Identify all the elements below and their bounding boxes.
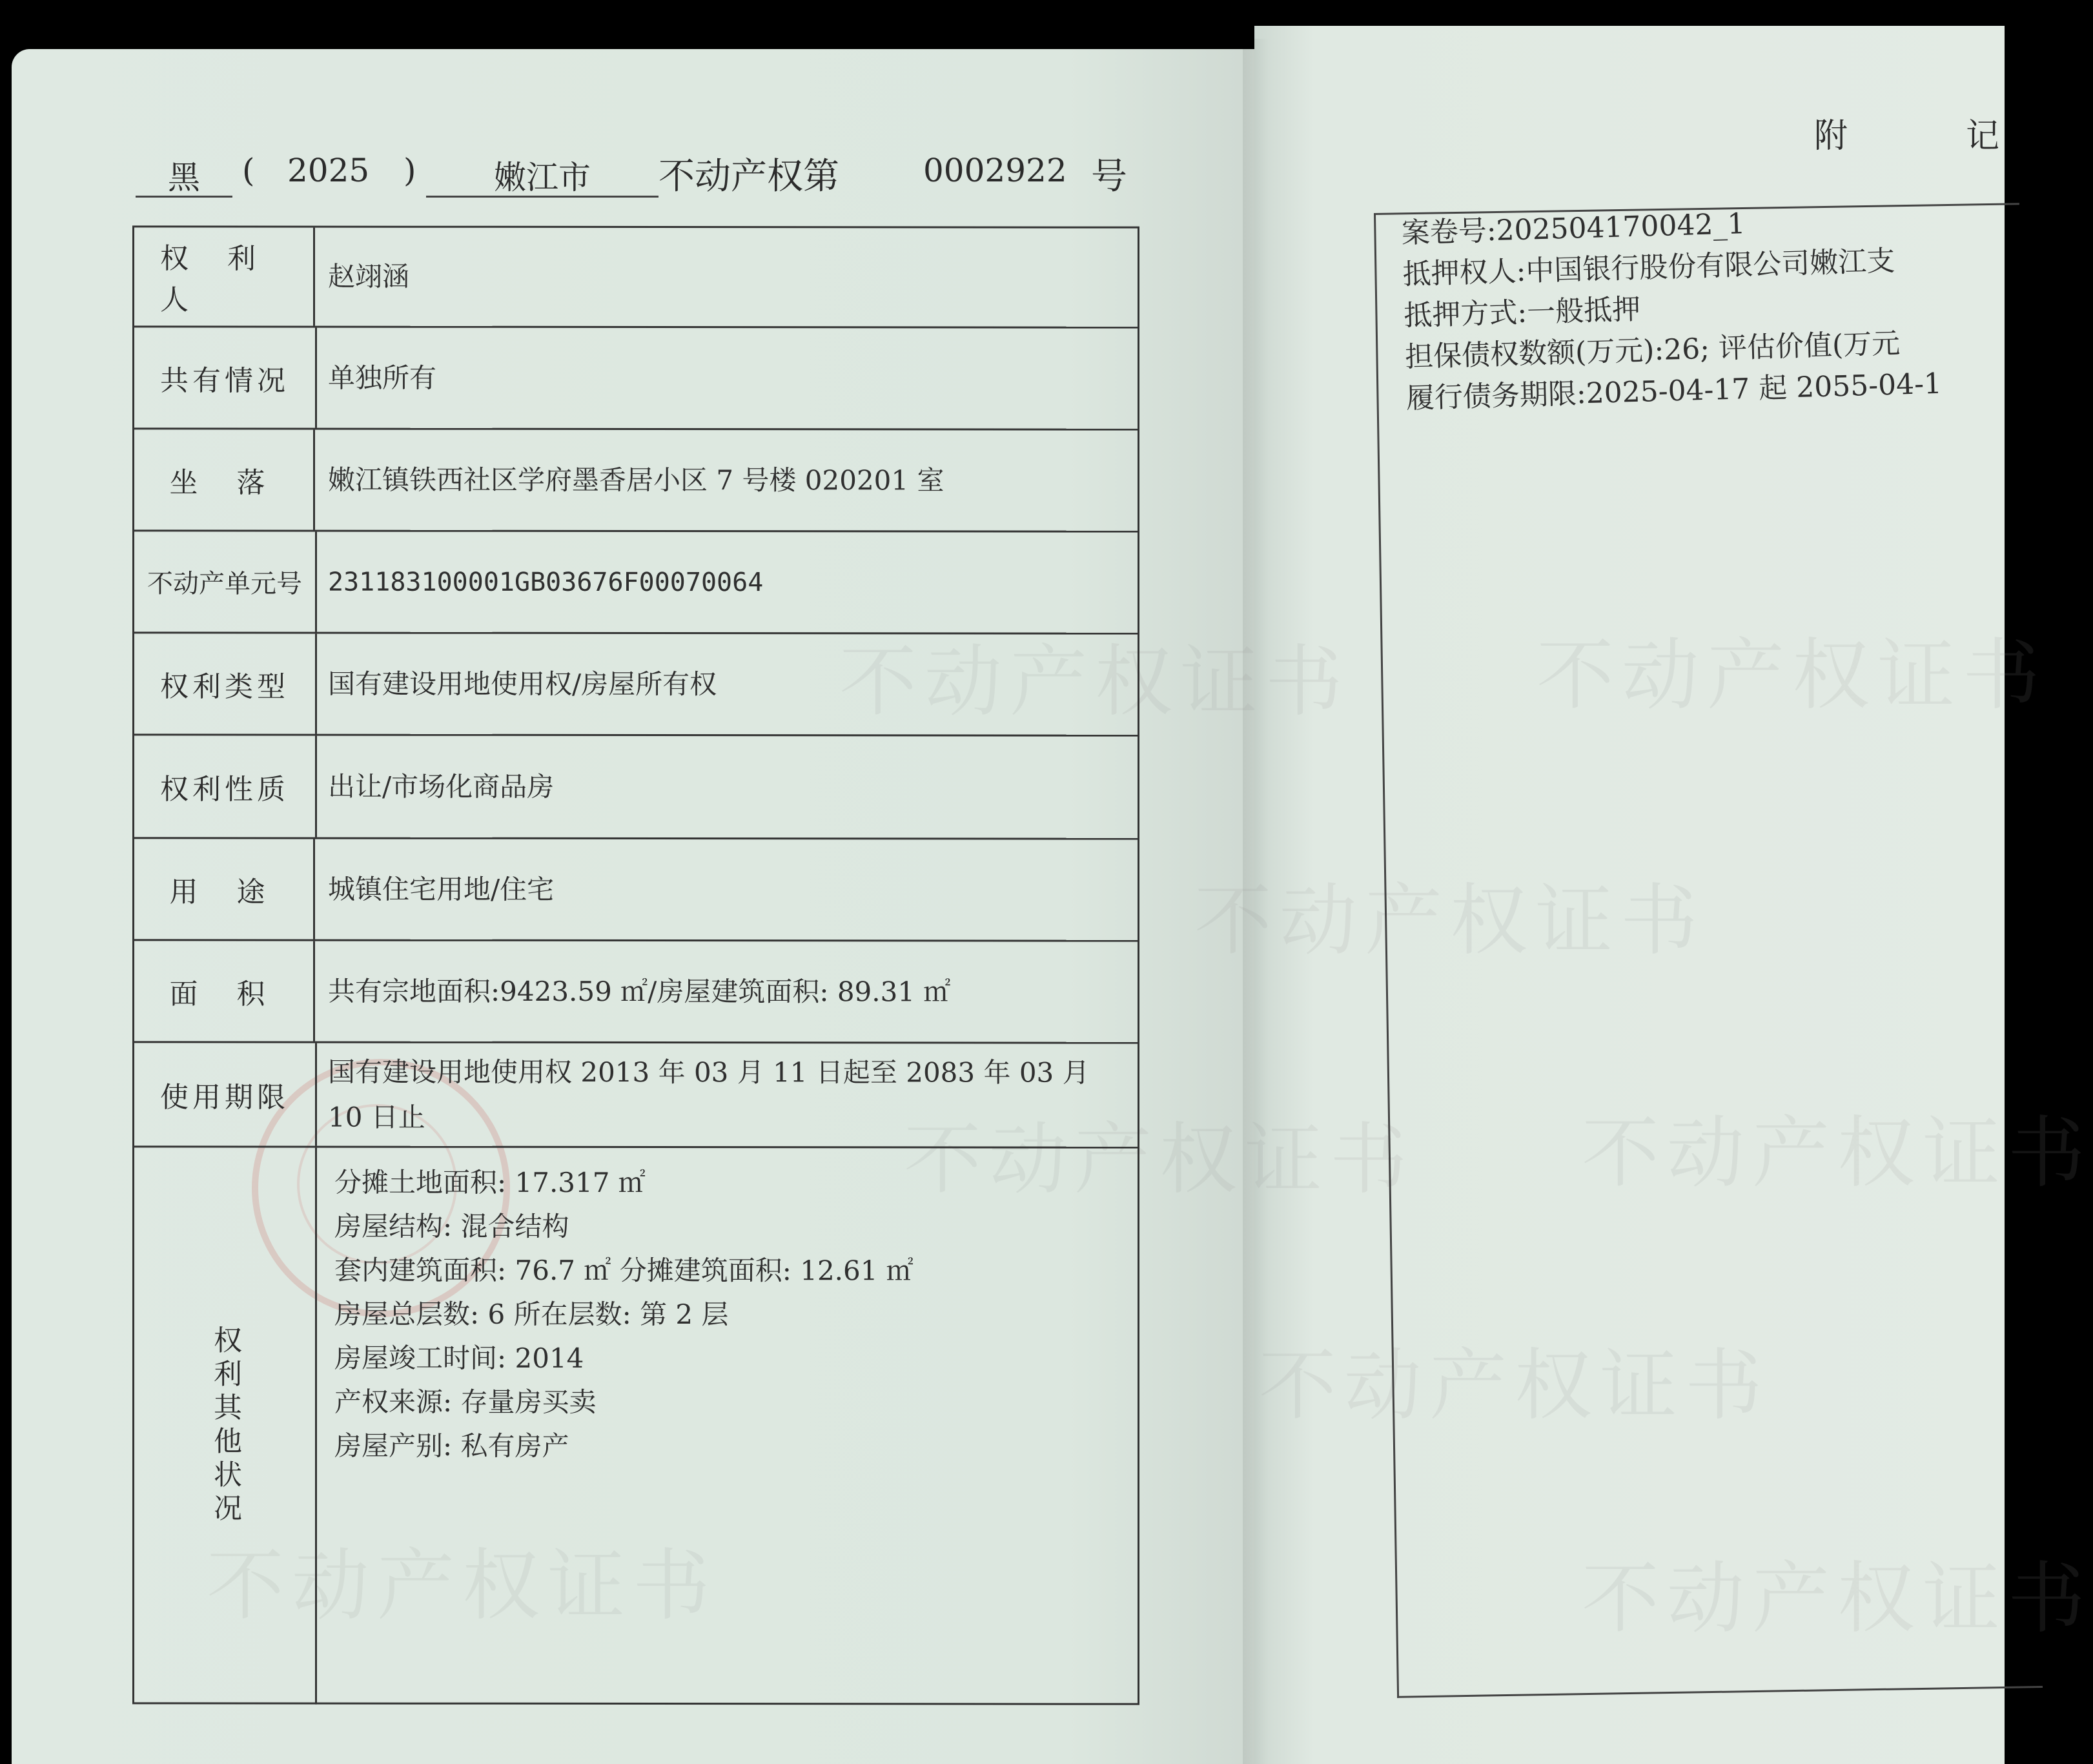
value-location: 嫩江镇铁西社区学府墨香居小区 7 号楼 020201 室 bbox=[328, 464, 944, 496]
row-usage bbox=[134, 839, 1138, 941]
label-right-nature: 权利性质 bbox=[134, 735, 317, 837]
attachment-line: 抵押权人:中国银行股份有限公司嫩江支 bbox=[1402, 244, 1895, 291]
row-right-nature bbox=[134, 735, 1138, 839]
value-right-nature: 出让/市场化商品房 bbox=[328, 770, 555, 803]
label-right-type: 权利类型 bbox=[134, 633, 317, 733]
certificate-table bbox=[132, 225, 1139, 1705]
value-unit-number: 231183100001GB03676F00070064 bbox=[328, 567, 764, 597]
label-co-ownership: 共有情况 bbox=[134, 327, 317, 427]
header-close-paren: ) bbox=[403, 152, 416, 189]
row-unit-number bbox=[134, 531, 1138, 634]
other-status-item: 套内建筑面积: 76.7 ㎡ 分摊建筑面积: 12.61 ㎡ bbox=[334, 1254, 914, 1287]
attachment-line: 担保债权数额(万元):26; 评估价值(万元 bbox=[1404, 327, 1901, 374]
book-fold bbox=[1243, 39, 1269, 1764]
row-term bbox=[134, 1043, 1138, 1148]
label-usage: 用途 bbox=[134, 839, 315, 939]
label-other: 权利其他状况 bbox=[209, 1325, 241, 1527]
other-status-item: 房屋总层数: 6 所在层数: 第 2 层 bbox=[334, 1298, 729, 1331]
other-status-item: 房屋产别: 私有房产 bbox=[334, 1430, 569, 1462]
row-holder bbox=[134, 227, 1138, 328]
label-holder: 权利人 bbox=[134, 227, 315, 325]
other-status-list bbox=[334, 1161, 1125, 1469]
value-usage: 城镇住宅用地/住宅 bbox=[328, 873, 555, 905]
row-area bbox=[134, 941, 1138, 1043]
label-area: 面积 bbox=[134, 941, 315, 1041]
other-status-item: 分摊土地面积: 17.317 ㎡ bbox=[334, 1166, 646, 1199]
other-status-item: 房屋竣工时间: 2014 bbox=[334, 1342, 584, 1374]
row-other bbox=[134, 1147, 1138, 1705]
header-year: 2025 bbox=[287, 152, 370, 189]
value-holder: 赵翊涵 bbox=[328, 260, 410, 292]
attachment-title-char-2: 记 bbox=[1966, 117, 2000, 156]
label-unit-number: 不动产单元号 bbox=[134, 531, 317, 631]
other-status-item: 房屋结构: 混合结构 bbox=[334, 1210, 569, 1242]
row-location bbox=[134, 429, 1138, 532]
header-cert-suffix: 号 bbox=[1091, 156, 1127, 198]
attachment-line: 履行债务期限:2025-04-17 起 2055-04-1 bbox=[1405, 367, 1943, 415]
attachment-line: 案卷号:202504170042_1 bbox=[1401, 207, 1746, 250]
certificate-header bbox=[136, 152, 1143, 203]
label-location: 坐落 bbox=[134, 429, 315, 529]
attachment-line: 抵押方式:一般抵押 bbox=[1403, 292, 1641, 333]
row-co-ownership bbox=[134, 327, 1138, 430]
attachment-box bbox=[1374, 203, 2043, 1697]
row-right-type bbox=[134, 633, 1138, 736]
attachment-title-char-1: 附 bbox=[1814, 117, 1848, 156]
value-area: 共有宗地面积:9423.59 ㎡/房屋建筑面积: 89.31 ㎡ bbox=[328, 975, 951, 1007]
attachment-notes bbox=[1401, 196, 2027, 420]
label-term: 使用期限 bbox=[134, 1043, 317, 1145]
other-status-item: 产权来源: 存量房买卖 bbox=[334, 1386, 597, 1418]
header-province: 黑 bbox=[136, 152, 232, 198]
header-city: 嫩江市 bbox=[426, 152, 659, 198]
value-co-ownership: 单独所有 bbox=[328, 362, 437, 394]
header-cert-number: 0002922 bbox=[923, 152, 1067, 189]
header-cert-prefix: 不动产权第 bbox=[659, 156, 839, 198]
value-term: 国有建设用地使用权 2013 年 03 月 11 日起至 2083 年 03 月 10 日止 bbox=[328, 1056, 1090, 1133]
value-right-type: 国有建设用地使用权/房屋所有权 bbox=[328, 668, 717, 700]
header-open-paren: ( bbox=[242, 152, 255, 189]
